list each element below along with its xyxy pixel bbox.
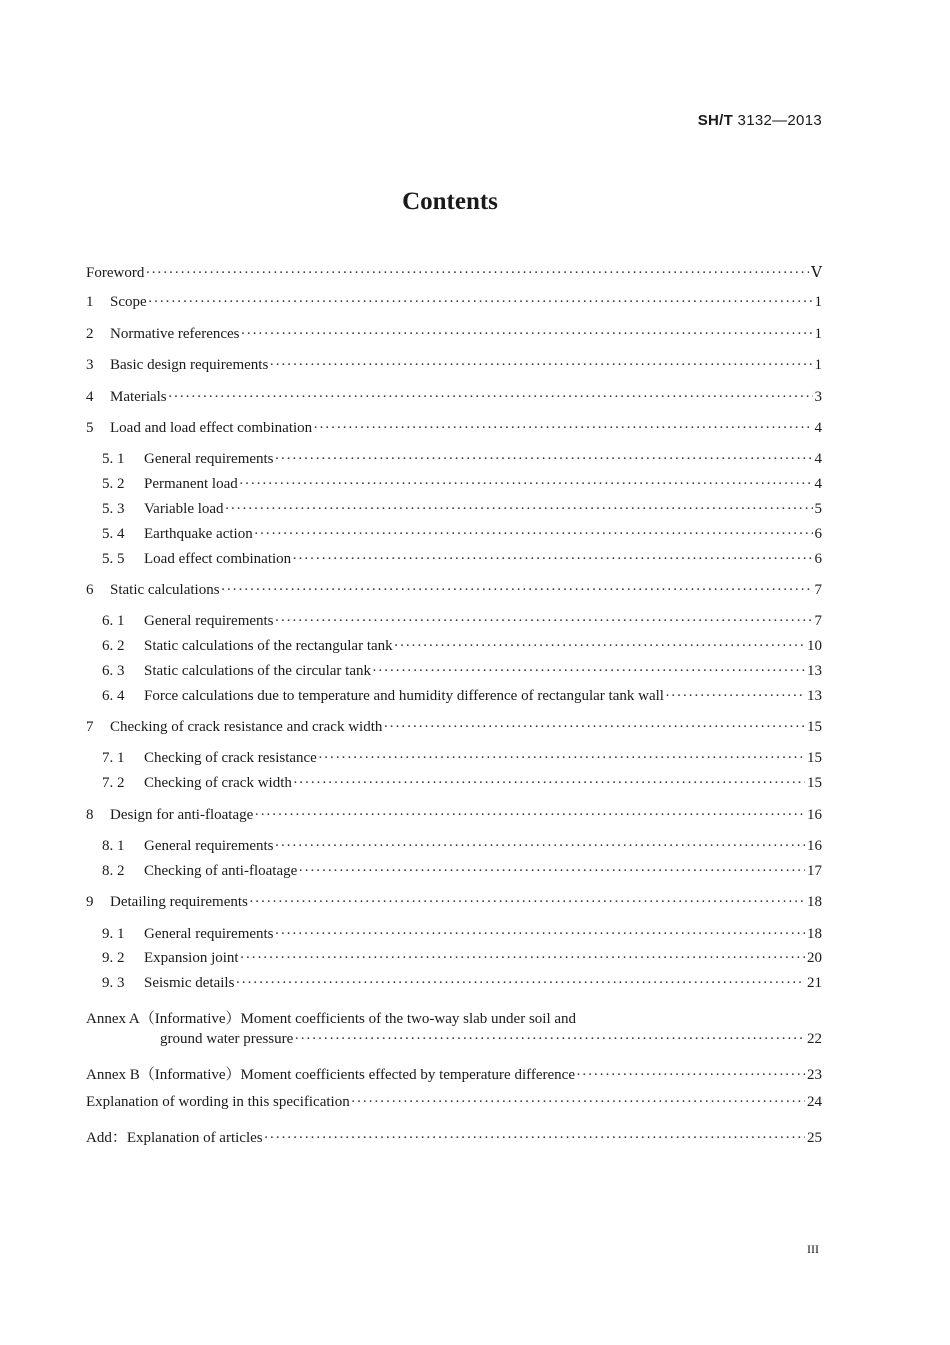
toc-entry-title: Checking of anti-floatage — [144, 862, 298, 879]
dot-leader — [383, 719, 805, 736]
dot-leader — [168, 389, 813, 406]
toc-entry-page: 1 — [814, 357, 822, 374]
dot-leader — [221, 582, 813, 599]
toc-entry-9[interactable] — [86, 894, 822, 919]
toc-entry-title: Annex A（Informative）Moment coefficients of the two-way slab under soil and — [86, 1010, 577, 1027]
toc-entry-page: 18 — [807, 925, 822, 942]
toc-entry-6-1[interactable] — [86, 613, 822, 638]
toc-entry-title: Explanation of wording in this specification — [86, 1094, 350, 1111]
toc-entry-8-1[interactable] — [86, 838, 822, 863]
toc-entry-title: Load and load effect combination — [110, 419, 313, 436]
toc-entry-page: 16 — [807, 838, 822, 855]
toc-entry-title: Basic design requirements — [110, 357, 269, 374]
toc-entry-title: Normative references — [110, 325, 240, 342]
toc-entry-title: Static calculations — [110, 581, 220, 598]
toc-entry-number: 4 — [86, 388, 94, 405]
dot-leader — [275, 838, 805, 855]
page-title: Contents — [402, 188, 498, 215]
toc-entry-6-2[interactable] — [86, 638, 822, 663]
toc-entry-number: 3 — [86, 357, 94, 374]
toc-entry-5-3[interactable] — [86, 501, 822, 526]
toc-entry-articles[interactable] — [86, 1126, 822, 1151]
dot-leader — [294, 1031, 805, 1048]
toc-entry-8-2[interactable] — [86, 863, 822, 888]
toc-entry-page: 15 — [807, 750, 822, 767]
toc-entry-7-1[interactable] — [86, 750, 822, 775]
toc-entry-title: Force calculations due to temperature and humidity difference of rectangular tank wall — [144, 687, 664, 704]
dot-leader — [275, 613, 813, 630]
toc-entry-number: 8. 2 — [102, 862, 125, 879]
toc-entry-title: Add：Explanation of articles — [86, 1129, 263, 1146]
toc-entry-number: 6. 1 — [102, 613, 125, 630]
dot-leader — [148, 294, 813, 311]
dot-leader — [254, 807, 805, 824]
dot-leader — [576, 1067, 805, 1084]
toc-entry-page: Ⅴ — [811, 265, 822, 281]
toc-entry-number: 5. 5 — [102, 550, 125, 567]
toc-entry-number: 9. 3 — [102, 975, 125, 992]
toc-entry-title: Detailing requirements — [110, 894, 248, 911]
dot-leader — [240, 950, 805, 967]
toc-entry-page: 4 — [814, 476, 822, 493]
toc-entry-page: 7 — [814, 581, 822, 598]
toc-entry-page: 10 — [807, 638, 822, 655]
page-number: III — [807, 1242, 819, 1256]
dot-leader — [275, 451, 813, 468]
dot-leader — [313, 420, 812, 437]
toc-entry-number: 9. 2 — [102, 950, 125, 967]
toc-entry-8[interactable] — [86, 807, 822, 832]
dot-leader — [394, 638, 805, 655]
toc-entry-3[interactable] — [86, 357, 822, 382]
toc-entry-page: 17 — [807, 862, 822, 879]
toc-entry-number: 9. 1 — [102, 925, 125, 942]
toc-entry-6[interactable] — [86, 582, 822, 607]
dot-leader — [665, 688, 805, 705]
toc-entry-7-2[interactable] — [86, 775, 822, 800]
toc-entry-2[interactable] — [86, 326, 822, 351]
dot-leader — [292, 551, 812, 568]
toc-entry-number: 5 — [86, 419, 94, 436]
toc-entry-page: 24 — [807, 1094, 822, 1111]
toc-entry-foreword[interactable] — [86, 263, 822, 288]
toc-entry-number: 9 — [86, 894, 94, 911]
toc-entry-6-3[interactable] — [86, 663, 822, 688]
toc-entry-title: Checking of crack resistance — [144, 750, 317, 767]
toc-entry-title: Scope — [110, 294, 147, 311]
toc-entry-title: Materials — [110, 388, 167, 405]
toc-entry-number: 5. 1 — [102, 451, 125, 468]
toc-entry-title: General requirements — [144, 451, 274, 468]
toc-entry-4[interactable] — [86, 389, 822, 414]
dot-leader — [318, 750, 805, 767]
toc-entry-page: 20 — [807, 950, 822, 967]
toc-entry-number: 2 — [86, 325, 94, 342]
toc-entry-page: 23 — [807, 1066, 822, 1083]
toc-entry-title: Checking of crack width — [144, 775, 292, 792]
dot-leader — [264, 1130, 805, 1147]
toc-entry-number: 5. 2 — [102, 476, 125, 493]
toc-entry-7[interactable] — [86, 719, 822, 744]
toc-entry-title: General requirements — [144, 925, 274, 942]
dot-leader — [275, 926, 805, 943]
table-of-contents — [86, 263, 822, 1150]
dot-leader — [293, 775, 805, 792]
toc-entry-number: 6 — [86, 581, 94, 598]
toc-entry-title: Annex B（Informative）Moment coefficients effected by temperature difference — [86, 1066, 575, 1083]
toc-entry-number: 7. 1 — [102, 750, 125, 767]
toc-entry-5[interactable] — [86, 420, 822, 445]
toc-entry-5-4[interactable] — [86, 526, 822, 551]
dot-leader — [239, 476, 813, 493]
dot-leader — [372, 663, 805, 680]
toc-entry-page: 4 — [814, 451, 822, 468]
toc-entry-annex-a-cont[interactable] — [86, 1031, 822, 1056]
toc-entry-title: General requirements — [144, 613, 274, 630]
toc-entry-title: Expansion joint — [144, 950, 239, 967]
toc-entry-5-2[interactable] — [86, 476, 822, 501]
toc-entry-9-2[interactable] — [86, 950, 822, 975]
toc-entry-title: Variable load — [144, 500, 224, 517]
toc-entry-number: 8. 1 — [102, 838, 125, 855]
toc-entry-page: 1 — [814, 325, 822, 342]
toc-entry-title: General requirements — [144, 838, 274, 855]
toc-entry-page: 21 — [807, 975, 822, 992]
toc-entry-number: 6. 2 — [102, 638, 125, 655]
toc-entry-6-4[interactable] — [86, 688, 822, 713]
toc-entry-title: Static calculations of the rectangular tank — [144, 638, 393, 655]
toc-entry-5-5[interactable] — [86, 551, 822, 576]
toc-entry-title: Permanent load — [144, 476, 238, 493]
toc-entry-page: 18 — [807, 894, 822, 911]
toc-entry-number: 6. 4 — [102, 687, 125, 704]
toc-entry-1[interactable] — [86, 294, 822, 319]
toc-entry-page: 15 — [807, 719, 822, 736]
toc-entry-annex-a[interactable] — [86, 1007, 822, 1032]
toc-entry-page: 6 — [814, 550, 822, 567]
toc-entry-number: 5. 4 — [102, 525, 125, 542]
dot-leader — [145, 265, 809, 282]
code-number: 3132—2013 — [737, 112, 822, 129]
dot-leader — [298, 863, 805, 880]
toc-entry-title: Load effect combination — [144, 550, 292, 567]
toc-entry-page: 1 — [814, 294, 822, 311]
toc-entry-page: 4 — [814, 419, 822, 436]
toc-entry-number: 7 — [86, 719, 94, 736]
toc-entry-title: ground water pressure — [160, 1031, 294, 1048]
dot-leader — [241, 326, 813, 343]
toc-entry-title: Earthquake action — [144, 525, 253, 542]
toc-entry-page: 6 — [814, 525, 822, 542]
toc-entry-number: 1 — [86, 294, 94, 311]
code-prefix: SH/T — [697, 112, 734, 129]
toc-entry-title: Seismic details — [144, 975, 235, 992]
dot-leader — [249, 894, 805, 911]
toc-entry-title: Static calculations of the circular tank — [144, 662, 371, 679]
toc-entry-number: 6. 3 — [102, 662, 125, 679]
toc-entry-number: 7. 2 — [102, 775, 125, 792]
dot-leader — [351, 1094, 805, 1111]
toc-entry-page: 13 — [807, 687, 822, 704]
toc-entry-page: 13 — [807, 662, 822, 679]
toc-entry-9-1[interactable] — [86, 926, 822, 951]
dot-leader — [235, 975, 805, 992]
toc-entry-title: Checking of crack resistance and crack width — [110, 719, 383, 736]
toc-entry-page: 3 — [814, 388, 822, 405]
toc-entry-page: 5 — [814, 500, 822, 517]
toc-entry-wording[interactable] — [86, 1094, 822, 1119]
toc-entry-number: 8 — [86, 806, 94, 823]
dot-leader — [254, 526, 813, 543]
toc-entry-page: 15 — [807, 775, 822, 792]
document-code — [698, 112, 822, 129]
dot-leader — [269, 357, 812, 374]
toc-entry-annex-b[interactable] — [86, 1063, 822, 1088]
toc-entry-title: Foreword — [86, 265, 145, 281]
dot-leader — [225, 501, 813, 518]
toc-entry-page: 7 — [814, 613, 822, 630]
toc-entry-9-3[interactable] — [86, 975, 822, 1000]
toc-entry-title: Design for anti-floatage — [110, 806, 254, 823]
toc-entry-page: 25 — [807, 1129, 822, 1146]
toc-entry-5-1[interactable] — [86, 451, 822, 476]
toc-entry-page: 22 — [807, 1031, 822, 1048]
toc-entry-number: 5. 3 — [102, 500, 125, 517]
toc-entry-page: 16 — [807, 806, 822, 823]
